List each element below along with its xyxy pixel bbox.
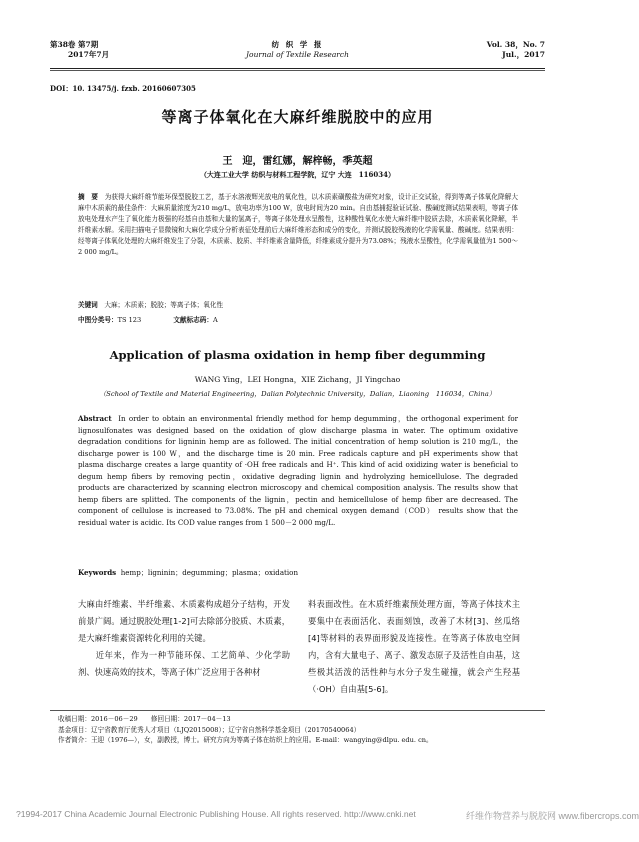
- body-column-2: 料表面改性。在木质纤维素预处理方面，等离子体技术主要集中在表面活化、表面刻蚀，改善了木材[3]、丝瓜络[4]等材料的表界面形貌及连接性。在等离子体放电空间内，含有大量电子、离子、激发态原子及活性自由基，这些极其活泼的活性种与水分子发生碰撞，就会产生羟基（·OH）自由基[5-6]。: [308, 599, 520, 694]
- volume-issue-cn: 第38卷 第7期: [50, 40, 99, 49]
- body-column-1: 大麻由纤维素、半纤维素、木质素构成超分子结构，开发前景广阔。通过脱胶处理[1-2]可去除部分胶质、木质素，是大麻纤维素资源转化利用的关键。 近年来，作为一种节能环保、工艺简单、少化学助剂、快速高效的技术，等离子体广泛应用于各种材: [78, 599, 290, 677]
- abstract-cn: [78, 192, 518, 258]
- abstract-en: [78, 413, 518, 528]
- header-rule: [50, 68, 545, 69]
- journal-name-en: Journal of Textile Research: [246, 50, 349, 59]
- abstract-en-label: Abstract: [78, 414, 112, 423]
- doc-code-value: A: [212, 316, 218, 324]
- authors-en: WANG Ying，LEI Hongna，XIE Zichang，JI Yingchao: [194, 375, 401, 384]
- abstract-cn-text: 为获得大麻纤维节能环保型脱胶工艺，基于水溶液辉光放电的氧化性，以木质素磺酸盐为研究对象，设计正交试验，得到等离子体氧化降解大麻中木质素的最佳条件：大麻质量浓度为210 mg/L，放电功率为100 W，放电时间为20 min。自由基捕捉验证试验、酸碱度测试结果表明，等离子体放电处理水产生了氧化能力极强的羟基自由基和大量的氢离子，等离子体处理水呈酸性，这种酸性氧化水使大麻纤维中胶质去除，木质素氧化降解，半纤维素水解。采用扫描电子显微镜和大麻化学成分分析表征处理前后大麻纤维形态和成分的变化，并测试脱胶残液的化学需氧量、酸碱度。结果表明：经等离子体氧化处理的大麻纤维发生了分裂，木质素、胶质、半纤维素含量降低，纤维素成分提升为73.08%；残液水呈酸性，化学需氧量值为1 500～2 000 mg/L。: [78, 193, 519, 256]
- date-cn: 2017年7月: [68, 50, 110, 59]
- keywords-cn-text: 大麻；木质素；脱胶；等离子体；氧化性: [104, 301, 224, 309]
- keywords-en: [78, 567, 518, 579]
- title-cn: 等离子体氧化在大麻纤维脱胶中的应用: [161, 108, 434, 126]
- footnote-rule: [50, 710, 545, 711]
- watermark-bar: [0, 806, 639, 824]
- doc-code-label: 文献标志码：: [173, 316, 213, 324]
- affiliation-cn: （大连工业大学 纺织与材料工程学院，辽宁 大连 116034）: [199, 170, 396, 179]
- date-en: Jul.，2017: [502, 50, 545, 59]
- header-rule-thin: [50, 70, 545, 71]
- clc-value: TS 123: [117, 316, 142, 324]
- keywords-en-text: hemp；ligninin；degumming；plasma；oxidation: [120, 568, 299, 577]
- journal-name: [190, 40, 405, 60]
- journal-issue-left: [50, 40, 190, 60]
- abstract-en-text: In order to obtain an environmental friendly method for hemp degumming，the orthogonal experiment for lignosulfonates was designed based on the oxidation of glow discharge plasma in water. The optimum oxidative degradation conditions for ligninin hemp are as followed. The initial concentration of hemp solution is 210 mg/L，the discharge power is 100 W，and the discharge time is 20 min. Free radicals capture and pH experiments show that plasma discharge creates a large quantity of ·OH free radicals and H⁺. This kind of acid oxidizing water is beneficial to degum hemp fibers by removing pectin，oxidative degrading lignin and hydrolyzing hemicellulose. The degraded products are characterized by scanning electron microscopy and chemical composition analysis. The results show that hemp fibers are splitted. The components of the lignin，pectin and hemicellulose of hemp fiber are decreased. The component of cellulose is increased to 73.08%. The pH and chemical oxygen demand（COD） results show that the residual water is acidic. Its COD value ranges from 1 500－2 000 mg/L.: [78, 414, 519, 527]
- fibercrops-watermark: 纤维作物营养与脱胶网 www.fibercrops.com: [466, 811, 639, 821]
- footnotes: [58, 714, 545, 746]
- journal-issue-right: [440, 40, 545, 60]
- received-dates: 收稿日期：2016－06－29 修回日期：2017－04－13: [58, 715, 231, 723]
- keywords-cn: [78, 300, 518, 311]
- affiliation-en: （School of Textile and Material Engineering，Dalian Polytechnic University，Dalian，Liaoning 116034，China）: [99, 390, 496, 398]
- classification: [78, 315, 518, 326]
- journal-name-cn: 纺 织 学 报: [271, 40, 324, 49]
- clc-label: 中图分类号：: [78, 316, 118, 324]
- abstract-cn-label: 摘 要: [78, 193, 99, 201]
- cnki-copyright: ?1994-2017 China Academic Journal Electronic Publishing House. All rights reserved. http://www.cnki.net: [16, 809, 416, 819]
- volume-issue-en: Vol. 38，No. 7: [486, 40, 545, 49]
- authors-cn: 王 迎，雷红娜，解梓畅，季英超: [222, 156, 373, 167]
- doi: DOI：10. 13475/j. fzxb. 20160607305: [50, 84, 196, 93]
- keywords-en-label: Keywords: [78, 568, 117, 577]
- fund-info: 基金项目：辽宁省教育厅优秀人才项目（LJQ2015008）；辽宁省自然科学基金项目（20170540064）: [58, 725, 361, 734]
- author-bio: 作者简介：王迎（1976—），女，副教授，博士。研究方向为等离子体在纺织上的应用。E-mail：wangying@dlpu. edu. cn。: [58, 736, 433, 744]
- keywords-cn-label: 关键词: [78, 301, 98, 309]
- title-en: Application of plasma oxidation in hemp fiber degumming: [109, 348, 486, 362]
